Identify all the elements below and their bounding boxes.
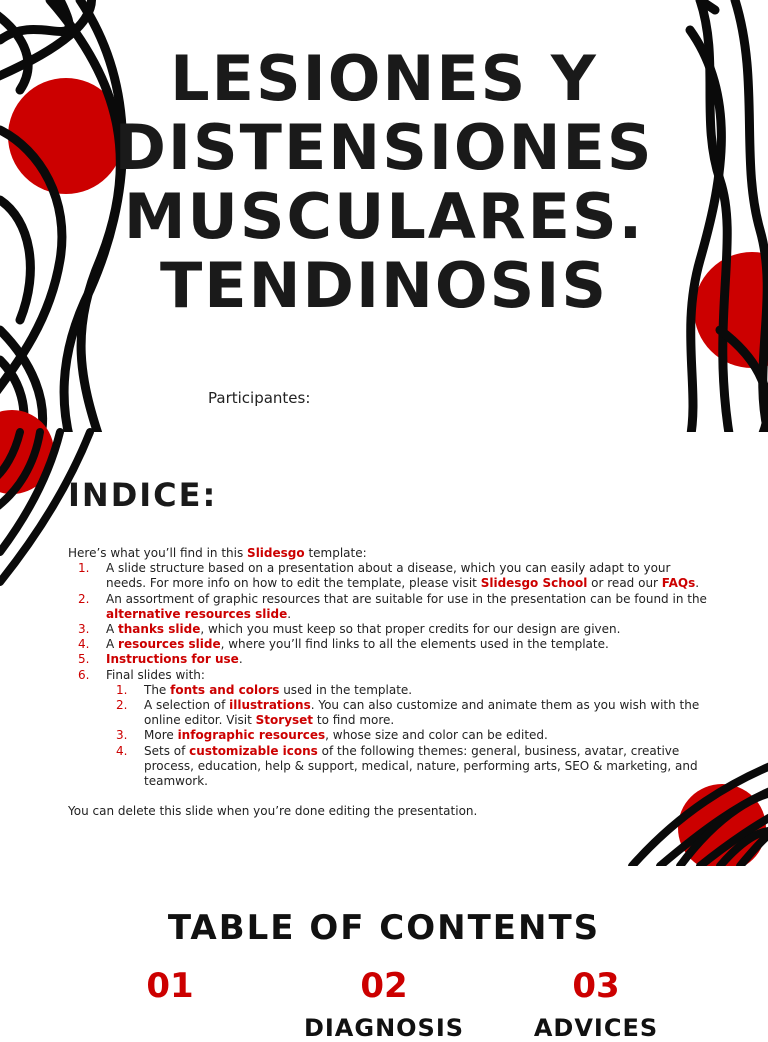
customizable-icons-link[interactable]: customizable icons (189, 743, 318, 758)
sub-list-item (106, 728, 708, 743)
footer-note: You can delete this slide when you’re done editing the presentation. (68, 804, 478, 819)
infographic-resources-link[interactable]: infographic resources (177, 728, 326, 743)
section-label-advices: ADVICES (533, 1014, 659, 1042)
participants-label: Participantes: (208, 389, 311, 407)
slidesgo-link[interactable]: Slidesgo (247, 546, 305, 560)
list-text: The (144, 682, 171, 697)
list-item (68, 622, 708, 637)
list-text: More (144, 728, 178, 743)
sub-list-item (106, 744, 708, 790)
title-line: DISTENSIONES (114, 111, 654, 184)
section-number: 02 (360, 966, 408, 1006)
list-item (68, 637, 708, 652)
list-item (68, 668, 708, 790)
list-text: . You can also customize and animate them as you wish with the online editor. Visit (144, 698, 700, 728)
storyset-link[interactable]: Storyset (255, 713, 314, 728)
title-line: MUSCULARES. (123, 180, 645, 253)
fonts-colors-link[interactable]: fonts and colors (170, 682, 280, 697)
index-body (68, 546, 708, 819)
list-text: of the following themes: general, business, avatar, creative process, education, help & support, medical, nature, performing arts, SEO & marketing, and teamwork. (144, 743, 698, 789)
sub-list-item (106, 683, 708, 698)
faqs-link[interactable]: FAQs (661, 576, 696, 591)
list-number: 4. (116, 743, 128, 758)
list-number: 5. (78, 652, 90, 667)
section-number: 01 (146, 966, 194, 1006)
list-text: or read our (587, 576, 662, 591)
list-text: . (287, 606, 292, 621)
list-number: 3. (78, 622, 90, 637)
list-text: A (106, 622, 119, 637)
list-text: , which you must keep so that proper credits for our design are given. (200, 622, 621, 637)
index-list (68, 561, 708, 789)
title-line: TENDINOSIS (159, 249, 609, 322)
intro-prefix: Here’s what you’ll find in this (68, 546, 248, 560)
list-text: . (695, 576, 700, 591)
list-text: A (106, 637, 119, 652)
resources-slide-link[interactable]: resources slide (118, 637, 221, 652)
list-text: used in the template. (279, 682, 413, 697)
list-number: 2. (116, 698, 128, 713)
illustrations-link[interactable]: illustrations (229, 698, 311, 713)
instructions-link[interactable]: Instructions for use (106, 652, 239, 667)
thanks-slide-link[interactable]: thanks slide (118, 622, 201, 637)
toc-title: TABLE OF CONTENTS (167, 908, 601, 948)
list-item (68, 652, 708, 667)
list-text: , whose size and color can be edited. (325, 728, 548, 743)
list-text: A selection of (144, 698, 230, 713)
sub-list-item (106, 698, 708, 728)
index-slide (0, 432, 768, 866)
index-title: INDICE: (68, 476, 218, 514)
list-number: 3. (116, 728, 128, 743)
presentation-title (0, 44, 768, 320)
list-text: to find more. (313, 713, 395, 728)
list-item (68, 592, 708, 622)
list-number: 1. (116, 682, 128, 697)
list-item (68, 561, 708, 591)
list-text: A slide structure based on a presentation about a disease, which you can easily adapt to your needs. For more info on how to edit the template, please visit (106, 561, 671, 591)
sub-list (106, 683, 708, 789)
intro-text (68, 546, 708, 561)
section-number: 03 (572, 966, 620, 1006)
list-text: Sets of (144, 743, 190, 758)
intro-suffix: template: (304, 546, 367, 560)
list-text: Final slides with: (106, 667, 205, 682)
table-of-contents-slide (0, 866, 768, 1042)
list-number: 2. (78, 591, 90, 606)
title-slide (0, 0, 768, 432)
title-line: LESIONES Y (170, 42, 598, 115)
section-label-diagnosis: DIAGNOSIS (303, 1014, 465, 1042)
list-number: 1. (78, 561, 90, 576)
list-text: , where you’ll find links to all the elements used in the template. (220, 637, 609, 652)
list-text: An assortment of graphic resources that are suitable for use in the presentation can be found in the (106, 591, 707, 606)
alternative-resources-link[interactable]: alternative resources slide (106, 606, 288, 621)
list-number: 6. (78, 667, 90, 682)
slidesgo-school-link[interactable]: Slidesgo School (480, 576, 588, 591)
list-text: . (238, 652, 243, 667)
list-number: 4. (78, 637, 90, 652)
